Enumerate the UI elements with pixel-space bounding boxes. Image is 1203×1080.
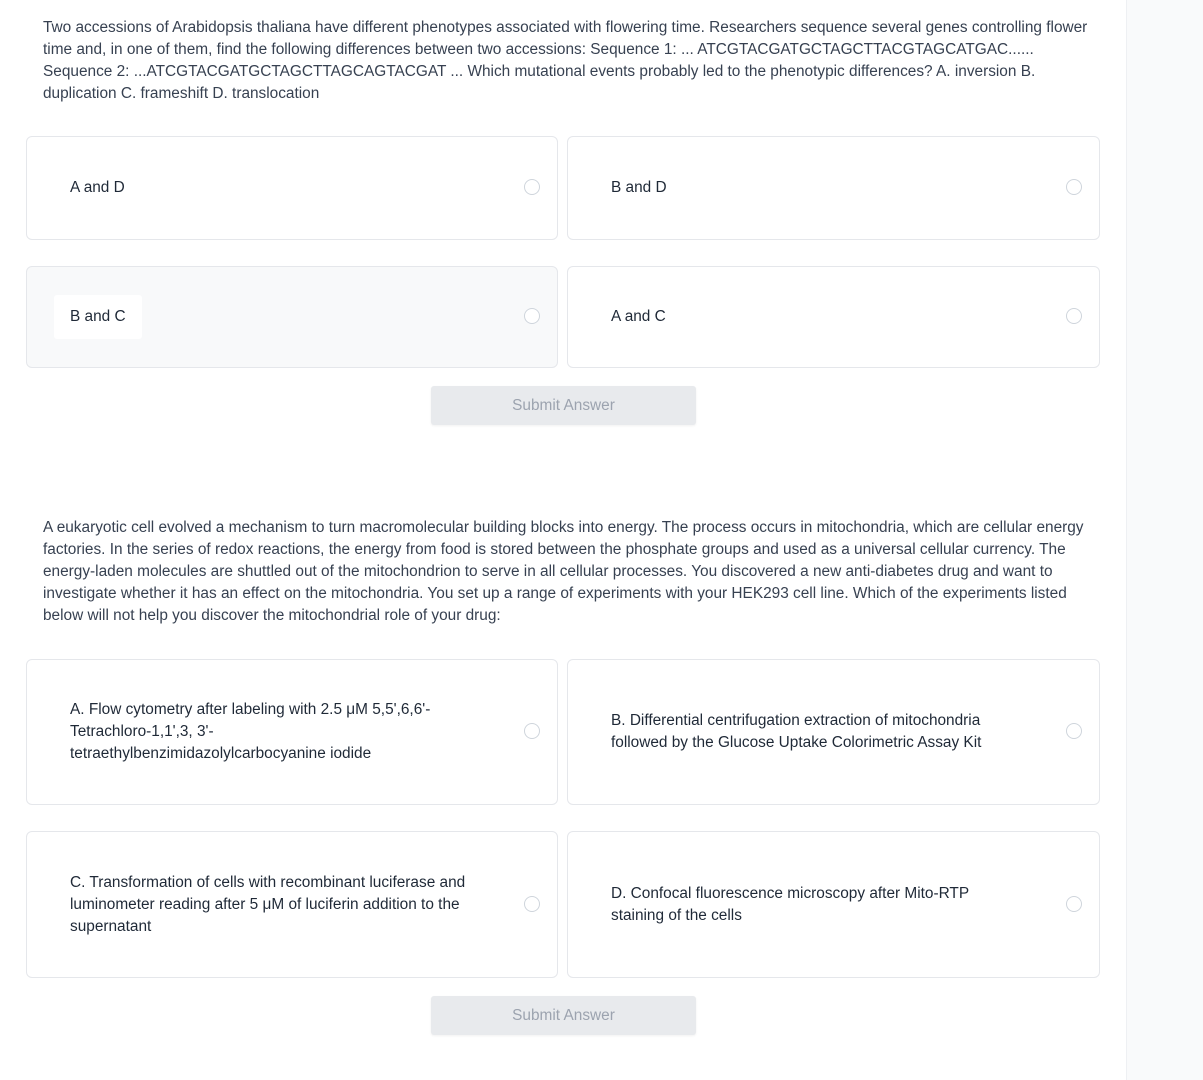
q2-option-d[interactable]	[567, 831, 1100, 978]
option-label: D. Confocal fluorescence microscopy after Mito-RTP staining of the cells	[611, 884, 969, 924]
radio-icon[interactable]	[1066, 308, 1082, 324]
option-label: B. Differential centrifugation extraction of mitochondria followed by the Glucose Uptake Colorimetric Assay Kit	[611, 712, 982, 751]
radio-icon[interactable]	[1066, 896, 1082, 912]
question-1-text: Two accessions of Arabidopsis thaliana have different phenotypes associated with flowering time. Researchers sequence several genes controlling flower time and, in one of them, find the following differences between two accessions: Sequence 1: ... ATCGTACGATGCTAGCTTACGTAGCATGAC...... Sequence 2: ...ATCGTACGATGCTAGCTTAGCAGTACGAT ... Which mutational events probably led to the phenotypic differences? A. inversion B. duplication C. frameshift D. translocation	[43, 19, 1088, 102]
right-side-panel	[1126, 0, 1203, 1080]
q1-option-b-and-d[interactable]	[567, 136, 1100, 240]
radio-icon[interactable]	[524, 896, 540, 912]
radio-icon[interactable]	[524, 179, 540, 195]
q2-option-b[interactable]	[567, 659, 1100, 805]
q2-option-a[interactable]	[26, 659, 558, 805]
option-label: B and D	[611, 179, 667, 196]
q1-submit-button[interactable]: Submit Answer	[431, 386, 696, 425]
q1-option-a-and-d[interactable]	[26, 136, 558, 240]
radio-icon[interactable]	[1066, 179, 1082, 195]
q1-option-b-and-c[interactable]	[26, 266, 558, 368]
option-label: B and C	[54, 295, 142, 339]
question-2-text: A eukaryotic cell evolved a mechanism to turn macromolecular building blocks into energy. The process occurs in mitochondria, which are cellular energy factories. In the series of redox reactions, the energy from food is stored between the phosphate groups and used as a universal cellular currency. The energy-laden molecules are shuttled out of the mitochondrion to serve in all cellular processes. You discovered a new anti-diabetes drug and want to investigate whether it has an effect on the mitochondria. You set up a range of experiments with your HEK293 cell line. Which of the experiments listed below will not help you discover the mitochondrial role of your drug:	[43, 519, 1084, 624]
q2-option-c[interactable]	[26, 831, 558, 978]
option-label: A and C	[611, 308, 666, 325]
option-label: A. Flow cytometry after labeling with 2.5 μM 5,5',6,6'-Tetrachloro-1,1',3, 3'-tetraethylbenzimidazolylcarbocyanine iodide	[70, 701, 431, 762]
radio-icon[interactable]	[524, 723, 540, 739]
radio-icon[interactable]	[524, 308, 540, 324]
option-label: A and D	[70, 179, 125, 196]
radio-icon[interactable]	[1066, 723, 1082, 739]
option-label: C. Transformation of cells with recombinant luciferase and luminometer reading after 5 μM of luciferin addition to the supernatant	[70, 873, 466, 935]
q1-option-a-and-c[interactable]	[567, 266, 1100, 368]
q2-submit-button[interactable]: Submit Answer	[431, 996, 696, 1035]
